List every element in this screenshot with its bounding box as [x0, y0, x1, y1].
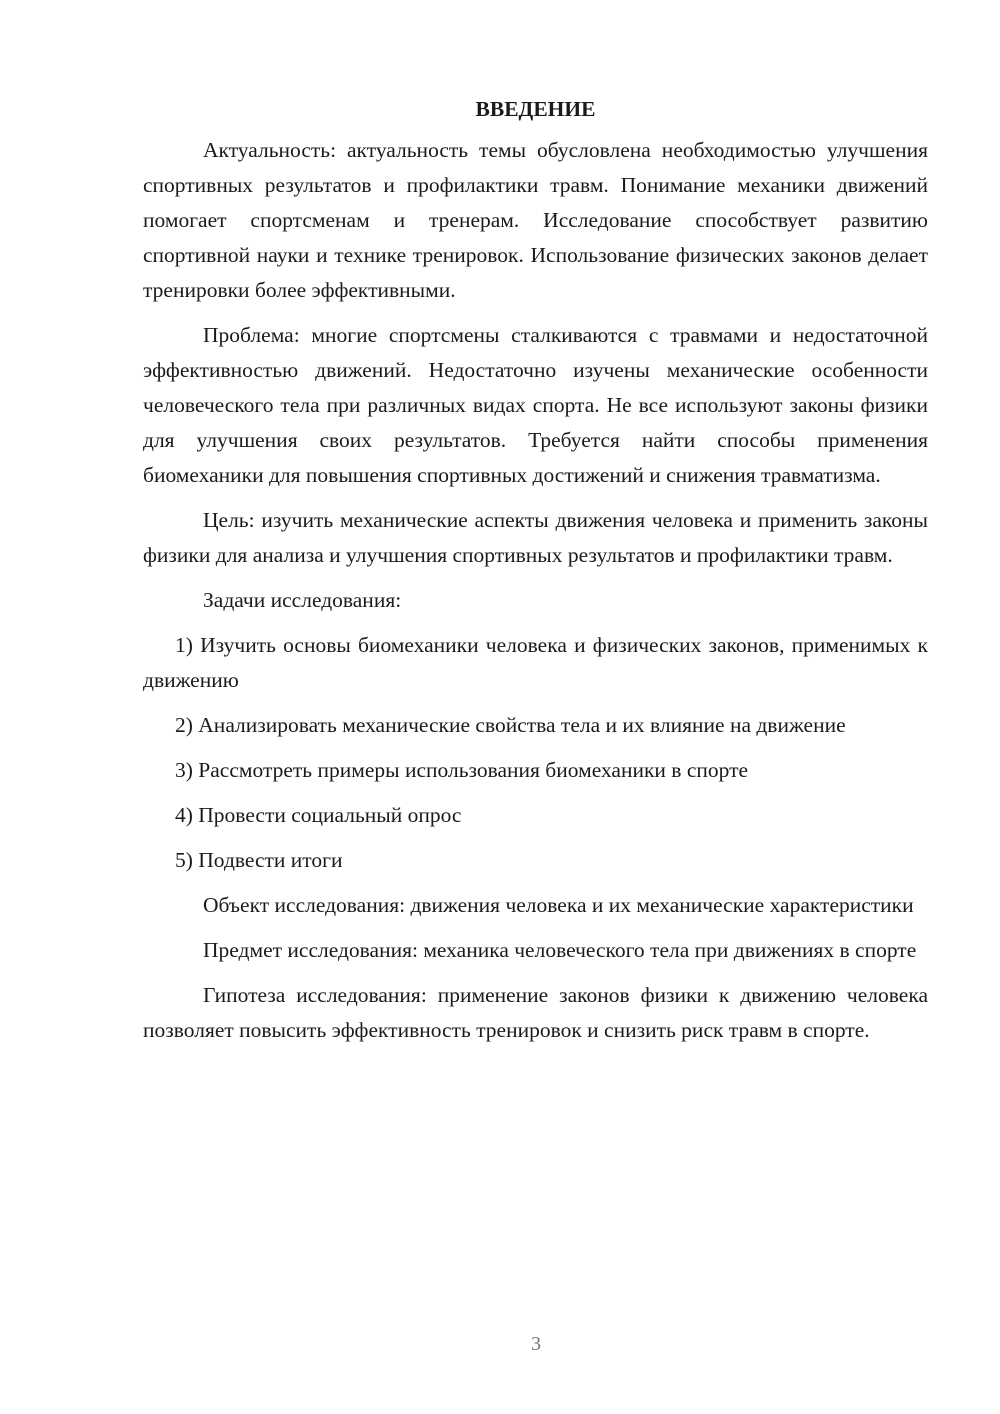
object-paragraph: Объект исследования: движения человека и их механические характеристики — [203, 893, 914, 917]
task-item-3: 3) Рассмотреть примеры использования биомеханики в спорте — [175, 758, 749, 782]
tasks-heading: Задачи исследования: — [203, 588, 402, 612]
task-item-4: 4) Провести социальный опрос — [175, 803, 462, 827]
task-item-2: 2) Анализировать механические свойства тела и их влияние на движение — [175, 713, 846, 737]
subject-paragraph: Предмет исследования: механика человеческого тела при движениях в спорте — [203, 938, 917, 962]
goal-paragraph: Цель: изучить механические аспекты движения человека и применить законы физики для анализа и улучшения спортивных результатов и профилактики травм. — [143, 508, 928, 567]
page-number: 3 — [531, 1333, 541, 1355]
relevance-paragraph: Актуальность: актуальность темы обусловлена необходимостью улучшения спортивных результатов и профилактики травм. Понимание механики движений помогает спортсменам и тренерам. Исследование способствует развитию спортивной науки и технике тренировок. Использование физических законов делает тренировки более эффективными. — [143, 138, 928, 302]
hypothesis-paragraph: Гипотеза исследования: применение законов физики к движению человека позволяет повысить эффективность тренировок и снизить риск травм в спорте. — [143, 983, 928, 1042]
task-item-1: 1) Изучить основы биомеханики человека и физических законов, применимых к движению — [143, 633, 928, 692]
problem-paragraph: Проблема: многие спортсмены сталкиваются с травмами и недостаточной эффективностью движений. Недостаточно изучены механические особенности человеческого тела при различных видах спорта. Не все используют законы физики для улучшения своих результатов. Требуется найти способы применения биомеханики для повышения спортивных достижений и снижения травматизма. — [143, 323, 928, 487]
document-page — [143, 92, 928, 1058]
task-item-5: 5) Подвести итоги — [175, 848, 343, 872]
section-title: ВВЕДЕНИЕ — [475, 97, 596, 121]
